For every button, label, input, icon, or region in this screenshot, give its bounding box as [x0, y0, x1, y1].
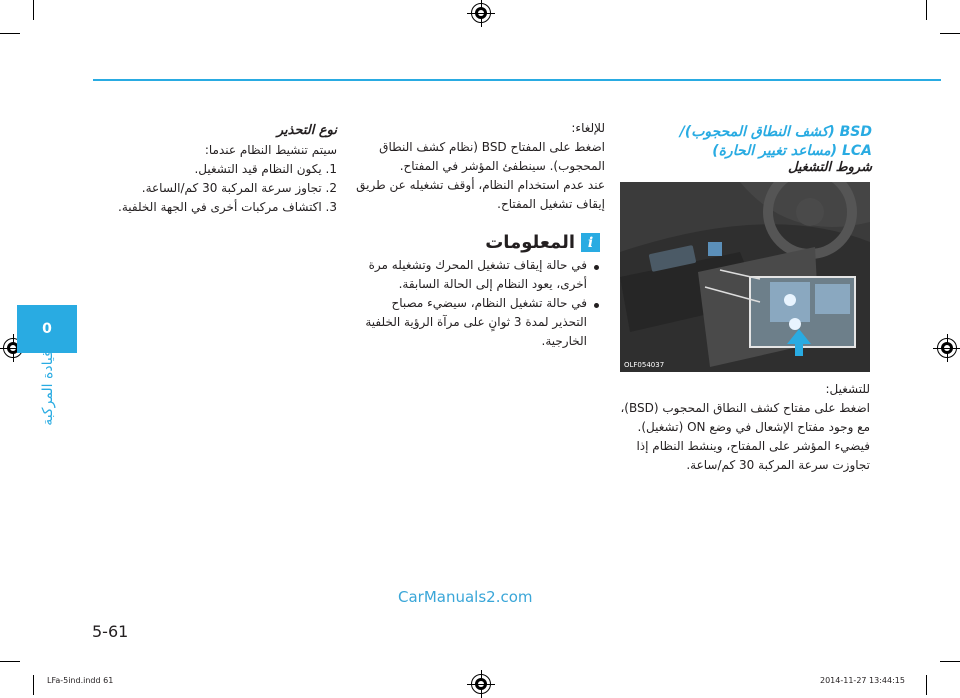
crop-mark [940, 33, 960, 34]
crop-mark [0, 33, 20, 34]
note-item: في حالة إيقاف تشغيل المحرك وتشغيله مرة أخرى، يعود النظام إلى الحالة السابقة. [368, 258, 587, 291]
crop-mark [940, 661, 960, 662]
crop-mark [926, 0, 927, 20]
bullet-icon [594, 303, 599, 308]
footer-timestamp: 2014-11-27 13:44:15 [820, 676, 905, 685]
note-item: في حالة تشغيل النظام، سيضيء مصباح التحذير لمدة 3 ثوانٍ على مرآة الرؤية الخلفية الخارجية. [365, 296, 587, 348]
page-number: 5-61 [92, 622, 129, 641]
crop-mark [33, 675, 34, 695]
note-title: المعلومات [485, 232, 575, 253]
watermark-link[interactable]: CarManuals2.com [398, 588, 533, 606]
crop-mark [33, 0, 34, 20]
chapter-tab [17, 305, 77, 353]
warning-type-heading: نوع التحذير [276, 123, 337, 138]
footer-filename: LFa-5ind.indd 61 [47, 676, 114, 685]
image-code: OLF054037 [624, 361, 665, 369]
info-icon: i [581, 233, 600, 252]
operating-conditions-heading: شروط التشغيل [787, 160, 872, 175]
warning-conditions: سيتم تنشيط النظام عندما: 1. يكون النظام قيد التشغيل. 2. تجاوز سرعة المركبة 30 كم/الساعة. 3. اكتشاف مركبات أخرى في الجهة الخلفية. [118, 143, 337, 214]
registration-mark-icon [471, 674, 491, 694]
bullet-icon [594, 265, 599, 270]
header-rule [93, 79, 941, 81]
crop-mark [0, 661, 20, 662]
cancel-paragraph: للإلغاء: اضغط على المفتاح BSD (نظام كشف النطاق المحجوب). سينطفئ المؤشر في المفتاح. عند عدم استخدام النظام، أوقف تشغيله عن طريق إيقاف تشغيل المفتاح. [356, 121, 605, 211]
section-heading: BSD (كشف النطاق المحجوب)/ LCA (مساعد تغيير الحارة) [679, 124, 872, 159]
chapter-number: 0 [42, 321, 52, 337]
registration-mark-icon [471, 3, 491, 23]
dashboard-illustration [620, 182, 870, 372]
bsd-switch-photo [620, 182, 870, 372]
crop-mark [926, 675, 927, 695]
chapter-label: قيادة المركبة [40, 350, 56, 426]
operation-paragraph: للتشغيل: اضغط على مفتاح كشف النطاق المحجوب (BSD)، مع وجود مفتاح الإشعال في وضع ON (تشغيل). فيضيء المؤشر على المفتاح، وينشط النظام إذا تجاوزت سرعة المركبة 30 كم/ساعة. [620, 382, 870, 472]
registration-mark-icon [937, 338, 957, 358]
